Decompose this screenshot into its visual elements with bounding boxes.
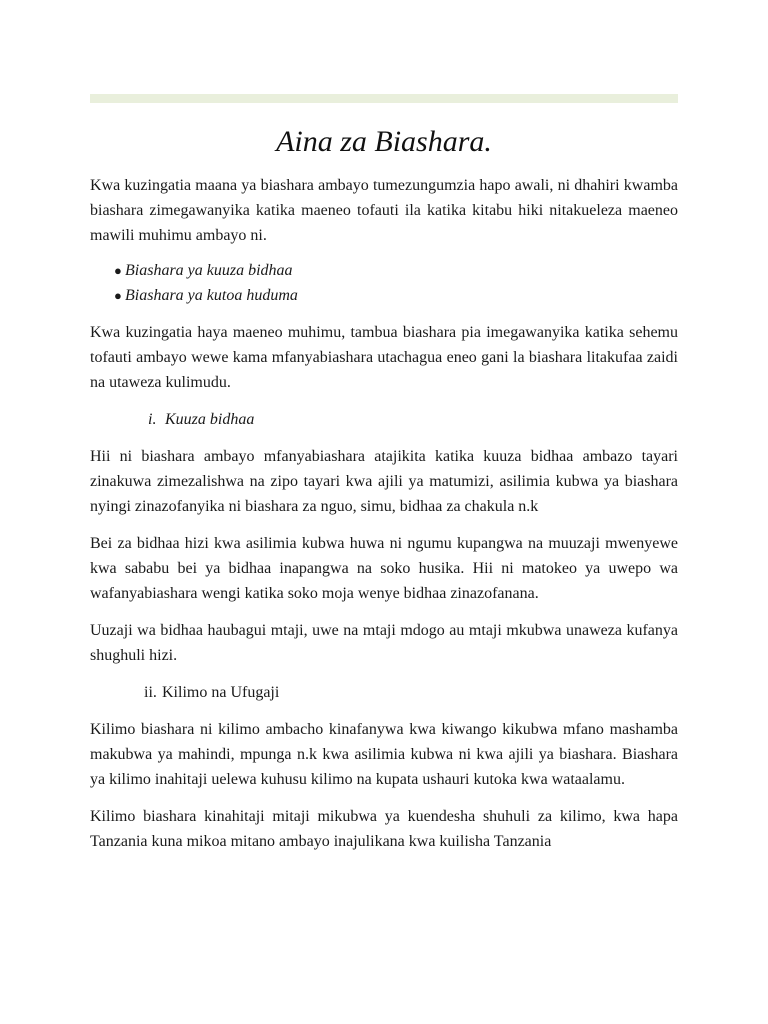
paragraph-mitaji: Kilimo biashara kinahitaji mitaji mikubwa ya kuendesha shuhuli za kilimo, kwa hapa Tanzania kuna mikoa mitano ambayo inajulikana kwa kuilisha Tanzania — [90, 808, 678, 850]
section-label: Kilimo na Ufugaji — [162, 684, 280, 701]
document-page — [90, 94, 678, 854]
section-heading-kuuza-bidhaa — [90, 407, 678, 432]
list-item: ● Biashara ya kuuza bidhaa — [114, 258, 678, 283]
intro-paragraph: Kwa kuzingatia maana ya biashara ambayo tumezungumzia hapo awali, ni dhahiri kwamba biashara zimegawanyika katika maeneo tofauti ila katika kitabu hiki nitakueleza maeneo mawili muhimu ambayo ni. — [90, 177, 678, 244]
header-rule — [90, 94, 678, 103]
section-number: ii. — [144, 684, 157, 701]
bullet-list — [90, 258, 678, 308]
section-label: Kuuza bidhaa — [165, 411, 255, 428]
paragraph-bei: Bei za bidhaa hizi kwa asilimia kubwa huwa ni ngumu kupangwa na muuzaji mwenyewe kwa sababu bei ya bidhaa inapangwa na soko husika. Hii ni matokeo ya uwepo wa wafanyabiashara wengi katika soko moja wenye bidhaa zinazofanana. — [90, 535, 678, 602]
section-heading-kilimo — [90, 680, 678, 705]
section-number: i. — [148, 411, 157, 428]
bullet-icon: ● — [114, 263, 122, 278]
paragraph-uuzaji: Uuzaji wa bidhaa haubagui mtaji, uwe na mtaji mdogo au mtaji mkubwa unaweza kufanya shughuli hizi. — [90, 622, 678, 664]
page-title: Aina za Biashara. — [276, 125, 492, 158]
paragraph-kilimo-biashara: Kilimo biashara ni kilimo ambacho kinafanywa kwa kiwango kikubwa mfano mashamba makubwa ya mahindi, mpunga n.k kwa asilimia kubwa ni kwa ajili ya biashara. Biashara ya kilimo inahitaji uelewa kuhusu kilimo na kupata ushauri kutoka kwa wataalamu. — [90, 721, 678, 788]
list-item: ● Biashara ya kutoa huduma — [114, 283, 678, 308]
paragraph-kuuza-bidhaa: Hii ni biashara ambayo mfanyabiashara atajikita katika kuuza bidhaa ambazo tayari zinakuwa zimezalishwa na zipo tayari kwa ajili ya matumizi, asilimia kubwa ya biashara nyingi zinazofanyika ni biashara za nguo, simu, bidhaa za chakula n.k — [90, 448, 678, 515]
paragraph-divisions: Kwa kuzingatia haya maeneo muhimu, tambua biashara pia imegawanyika katika sehemu tofauti ambayo wewe kama mfanyabiashara utachagua eneo gani la biashara litakufaa zaidi na utaweza kulimudu. — [90, 324, 678, 391]
bullet-icon: ● — [114, 288, 122, 303]
